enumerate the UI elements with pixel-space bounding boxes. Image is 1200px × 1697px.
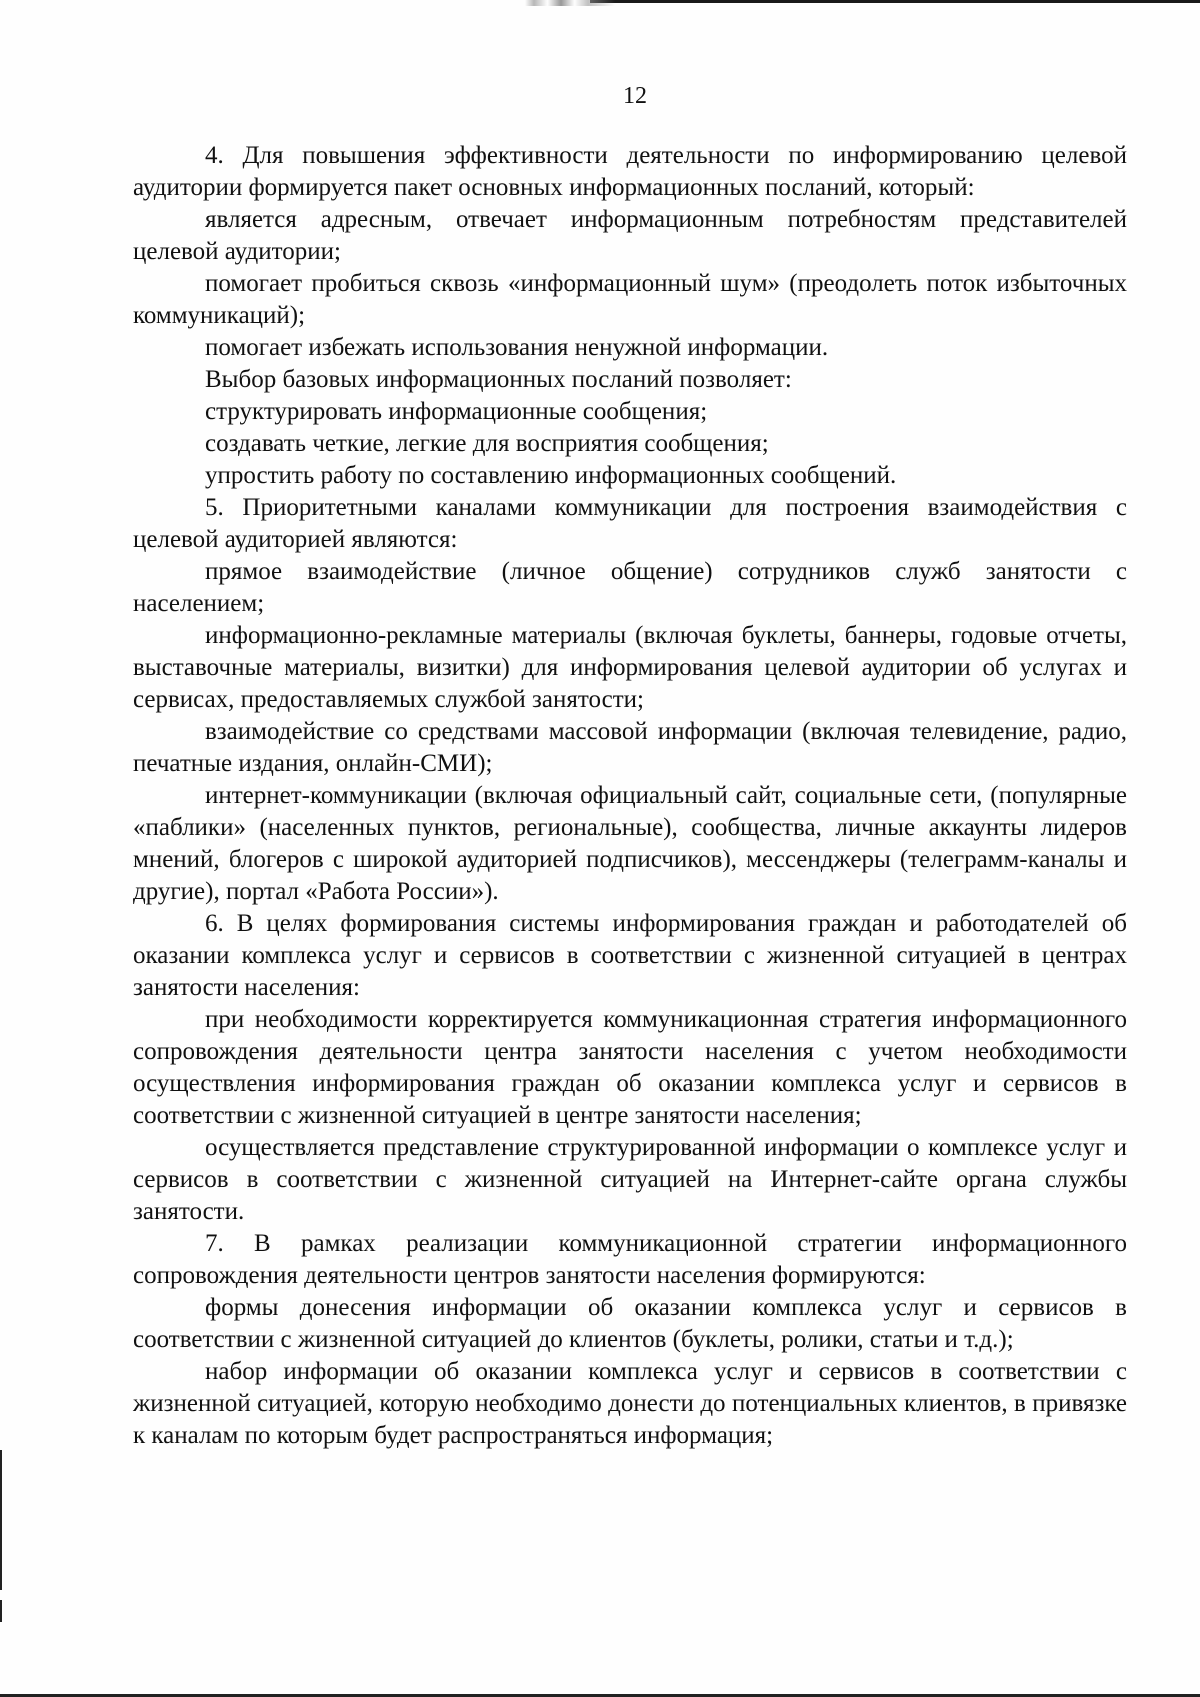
page-number: 12 (623, 83, 647, 109)
paragraph-5-item-4: интернет-коммуникации (включая официальный сайт, социальные сети, (популярные «паблики» (населенных пунктов, региональные), сообщества, личные аккаунты лидеров мнений, блогеров с широкой аудиторией подписчиков), мессенджеры (телеграмм-каналы и другие), портал «Работа России»). (133, 782, 1127, 905)
paragraph-4-item-2: помогает пробиться сквозь «информационный шум» (преодолеть поток избыточных коммуникаций); (133, 270, 1127, 329)
document-body (133, 140, 1127, 1452)
paragraph-5-item-2: информационно-рекламные материалы (включая буклеты, баннеры, годовые отчеты, выставочные материалы, визитки) для информирования целевой аудитории об услугах и сервисах, предоставляемых службой занятости; (133, 622, 1127, 713)
paragraph-4-item-1: является адресным, отвечает информационным потребностям представителей целевой аудитории; (133, 206, 1127, 265)
scan-noise (525, 0, 615, 6)
paragraph-5-item-1: прямое взаимодействие (личное общение) сотрудников служб занятости с населением; (133, 558, 1127, 617)
paragraph-7-intro: 7. В рамках реализации коммуникационной стратегии информационного сопровождения деятельности центров занятости населения формируются: (133, 1230, 1127, 1289)
paragraph-4-intro: 4. Для повышения эффективности деятельности по информированию целевой аудитории формируется пакет основных информационных посланий, который: (133, 142, 1127, 201)
scan-left-mark (0, 1600, 2, 1622)
paragraph-5-item-3: взаимодействие со средствами массовой информации (включая телевидение, радио, печатные издания, онлайн-СМИ); (133, 718, 1127, 777)
paragraph-6-intro: 6. В целях формирования системы информирования граждан и работодателей об оказании комплекса услуг и сервисов в соответствии с жизненной ситуацией в центрах занятости населения: (133, 910, 1127, 1001)
paragraph-choice-item-2: создавать четкие, легкие для восприятия сообщения; (205, 430, 769, 457)
paragraph-6-item-2: осуществляется представление структурированной информации о комплексе услуг и сервисов в соответствии с жизненной ситуацией на Интернет-сайте органа службы занятости. (133, 1134, 1127, 1225)
paragraph-4-item-3: помогает избежать использования ненужной информации. (205, 334, 829, 361)
paragraph-7-item-2: набор информации об оказании комплекса услуг и сервисов в соответствии с жизненной ситуацией, которую необходимо донести до потенциальных клиентов, в привязке к каналам по которым будет распространяться информация; (133, 1358, 1127, 1449)
paragraph-7-item-1: формы донесения информации об оказании комплекса услуг и сервисов в соответствии с жизненной ситуацией до клиентов (буклеты, ролики, статьи и т.д.); (133, 1294, 1127, 1353)
paragraph-6-item-1: при необходимости корректируется коммуникационная стратегия информационного сопровождения деятельности центра занятости населения с учетом необходимости осуществления информирования граждан об оказании комплекса услуг и сервисов в соответствии с жизненной ситуацией в центре занятости населения; (133, 1006, 1127, 1129)
scan-left-edge (0, 1450, 2, 1590)
paragraph-choice-intro: Выбор базовых информационных посланий позволяет: (205, 366, 792, 393)
scan-top-edge (590, 0, 1200, 3)
paragraph-5-intro: 5. Приоритетными каналами коммуникации для построения взаимодействия с целевой аудиторией являются: (133, 494, 1127, 553)
paragraph-choice-item-3: упростить работу по составлению информационных сообщений. (205, 462, 897, 489)
paragraph-choice-item-1: структурировать информационные сообщения; (205, 398, 708, 425)
